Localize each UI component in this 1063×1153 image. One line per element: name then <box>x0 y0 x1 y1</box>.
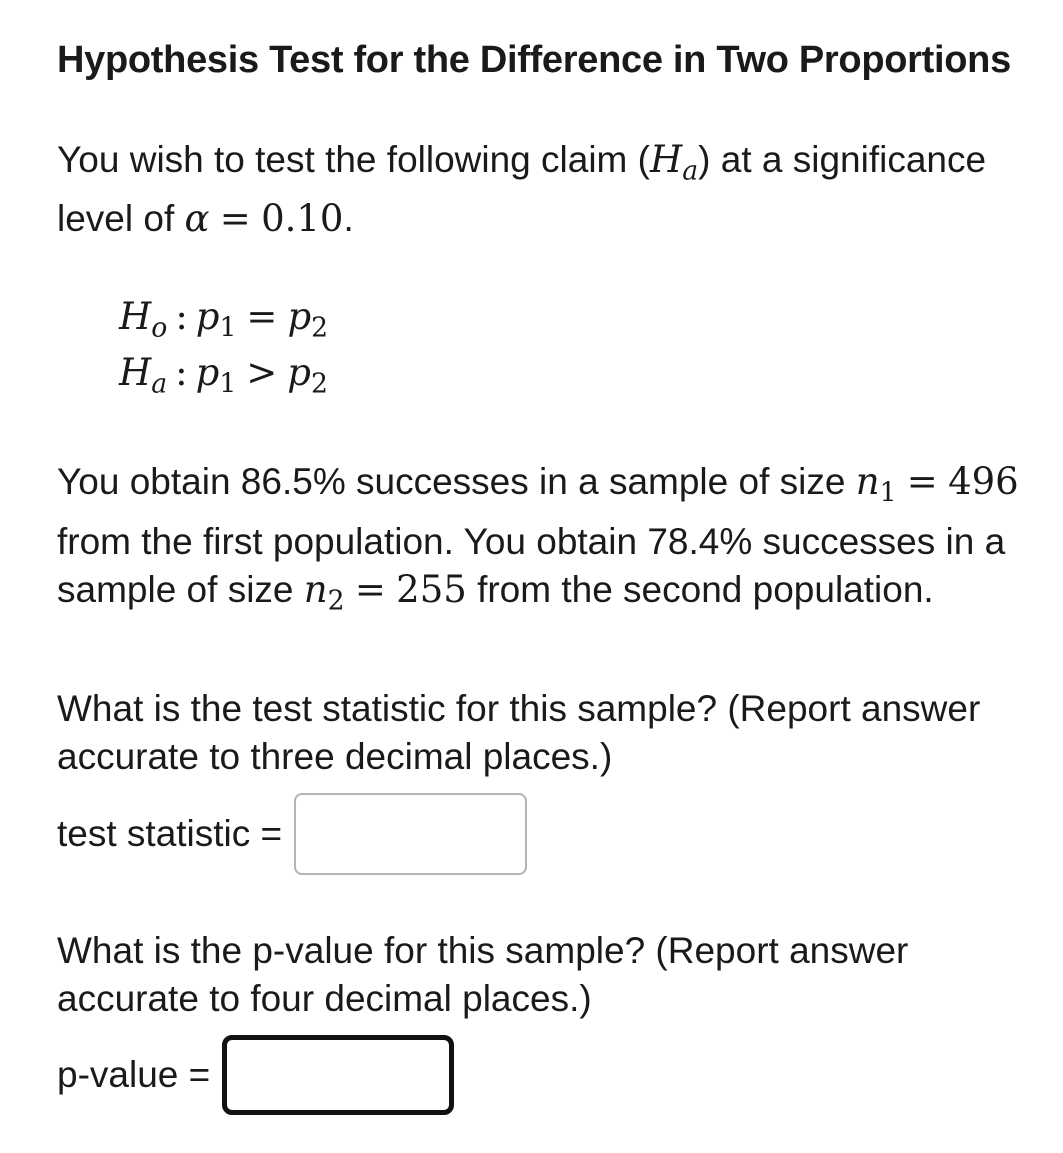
null-rhs-subscript: 2 <box>311 312 329 344</box>
intro-period: . <box>343 198 354 240</box>
p-value-input[interactable] <box>222 1035 454 1115</box>
intro-text-before: You wish to test the following claim ( <box>57 139 650 180</box>
question-p-value: What is the p-value for this sample? (Report answer accurate to four decimal places.) <box>57 930 909 1020</box>
intro-text-after: ) at a significance level of <box>57 139 987 240</box>
test-statistic-label: test statistic = <box>57 813 283 855</box>
p-value-label: p-value = <box>57 1054 211 1096</box>
test-statistic-row <box>57 793 1037 875</box>
alt-rhs: p <box>287 350 311 394</box>
alt-lhs: p <box>195 350 220 394</box>
null-lhs-subscript: 1 <box>219 312 237 344</box>
hypotheses-block <box>119 295 1037 406</box>
alt-operator: > <box>246 350 278 394</box>
n1-value: 496 <box>948 460 1019 504</box>
null-subscript: o <box>151 312 168 344</box>
n2-equals: = <box>354 567 386 611</box>
claim-subscript: a <box>682 155 699 187</box>
samples-text-1: You obtain 86.5% successes in a sample of size <box>57 461 846 503</box>
question-page <box>57 36 1037 1115</box>
test-statistic-input[interactable] <box>294 793 527 875</box>
claim-symbol: H <box>649 138 683 181</box>
alt-subscript: a <box>151 368 168 400</box>
alt-symbol: H <box>119 350 152 394</box>
samples-text-3: from the second population. <box>477 568 934 610</box>
n2-symbol: n <box>303 567 328 611</box>
n1-equals: = <box>906 460 938 504</box>
alpha-equals: = <box>219 197 251 241</box>
n2-subscript: 2 <box>327 585 345 617</box>
null-colon: : <box>175 295 188 339</box>
p-value-row <box>57 1035 1037 1115</box>
samples-text-2: from the first population. You obtain 78.4% successes in a sample of size <box>57 520 1006 610</box>
alt-rhs-subscript: 2 <box>310 368 328 400</box>
alt-colon: : <box>175 350 188 394</box>
intro-paragraph <box>57 136 1037 243</box>
alt-lhs-subscript: 1 <box>219 368 237 400</box>
n2-value: 255 <box>396 567 467 611</box>
null-hypothesis <box>119 295 1037 350</box>
alternative-hypothesis <box>119 351 1037 406</box>
n1-symbol: n <box>855 460 880 504</box>
question-test-statistic: What is the test statistic for this sample? (Report answer accurate to three decimal places.) <box>57 688 981 778</box>
null-symbol: H <box>119 295 152 339</box>
samples-paragraph <box>57 458 1037 625</box>
alpha-value: 0.10 <box>261 197 344 241</box>
n1-subscript: 1 <box>879 477 897 509</box>
null-lhs: p <box>195 295 220 339</box>
page-title: Hypothesis Test for the Difference in Two Proportions <box>57 39 1011 81</box>
null-rhs: p <box>287 295 312 339</box>
null-operator: = <box>246 295 278 339</box>
alpha-symbol: α <box>184 197 210 241</box>
